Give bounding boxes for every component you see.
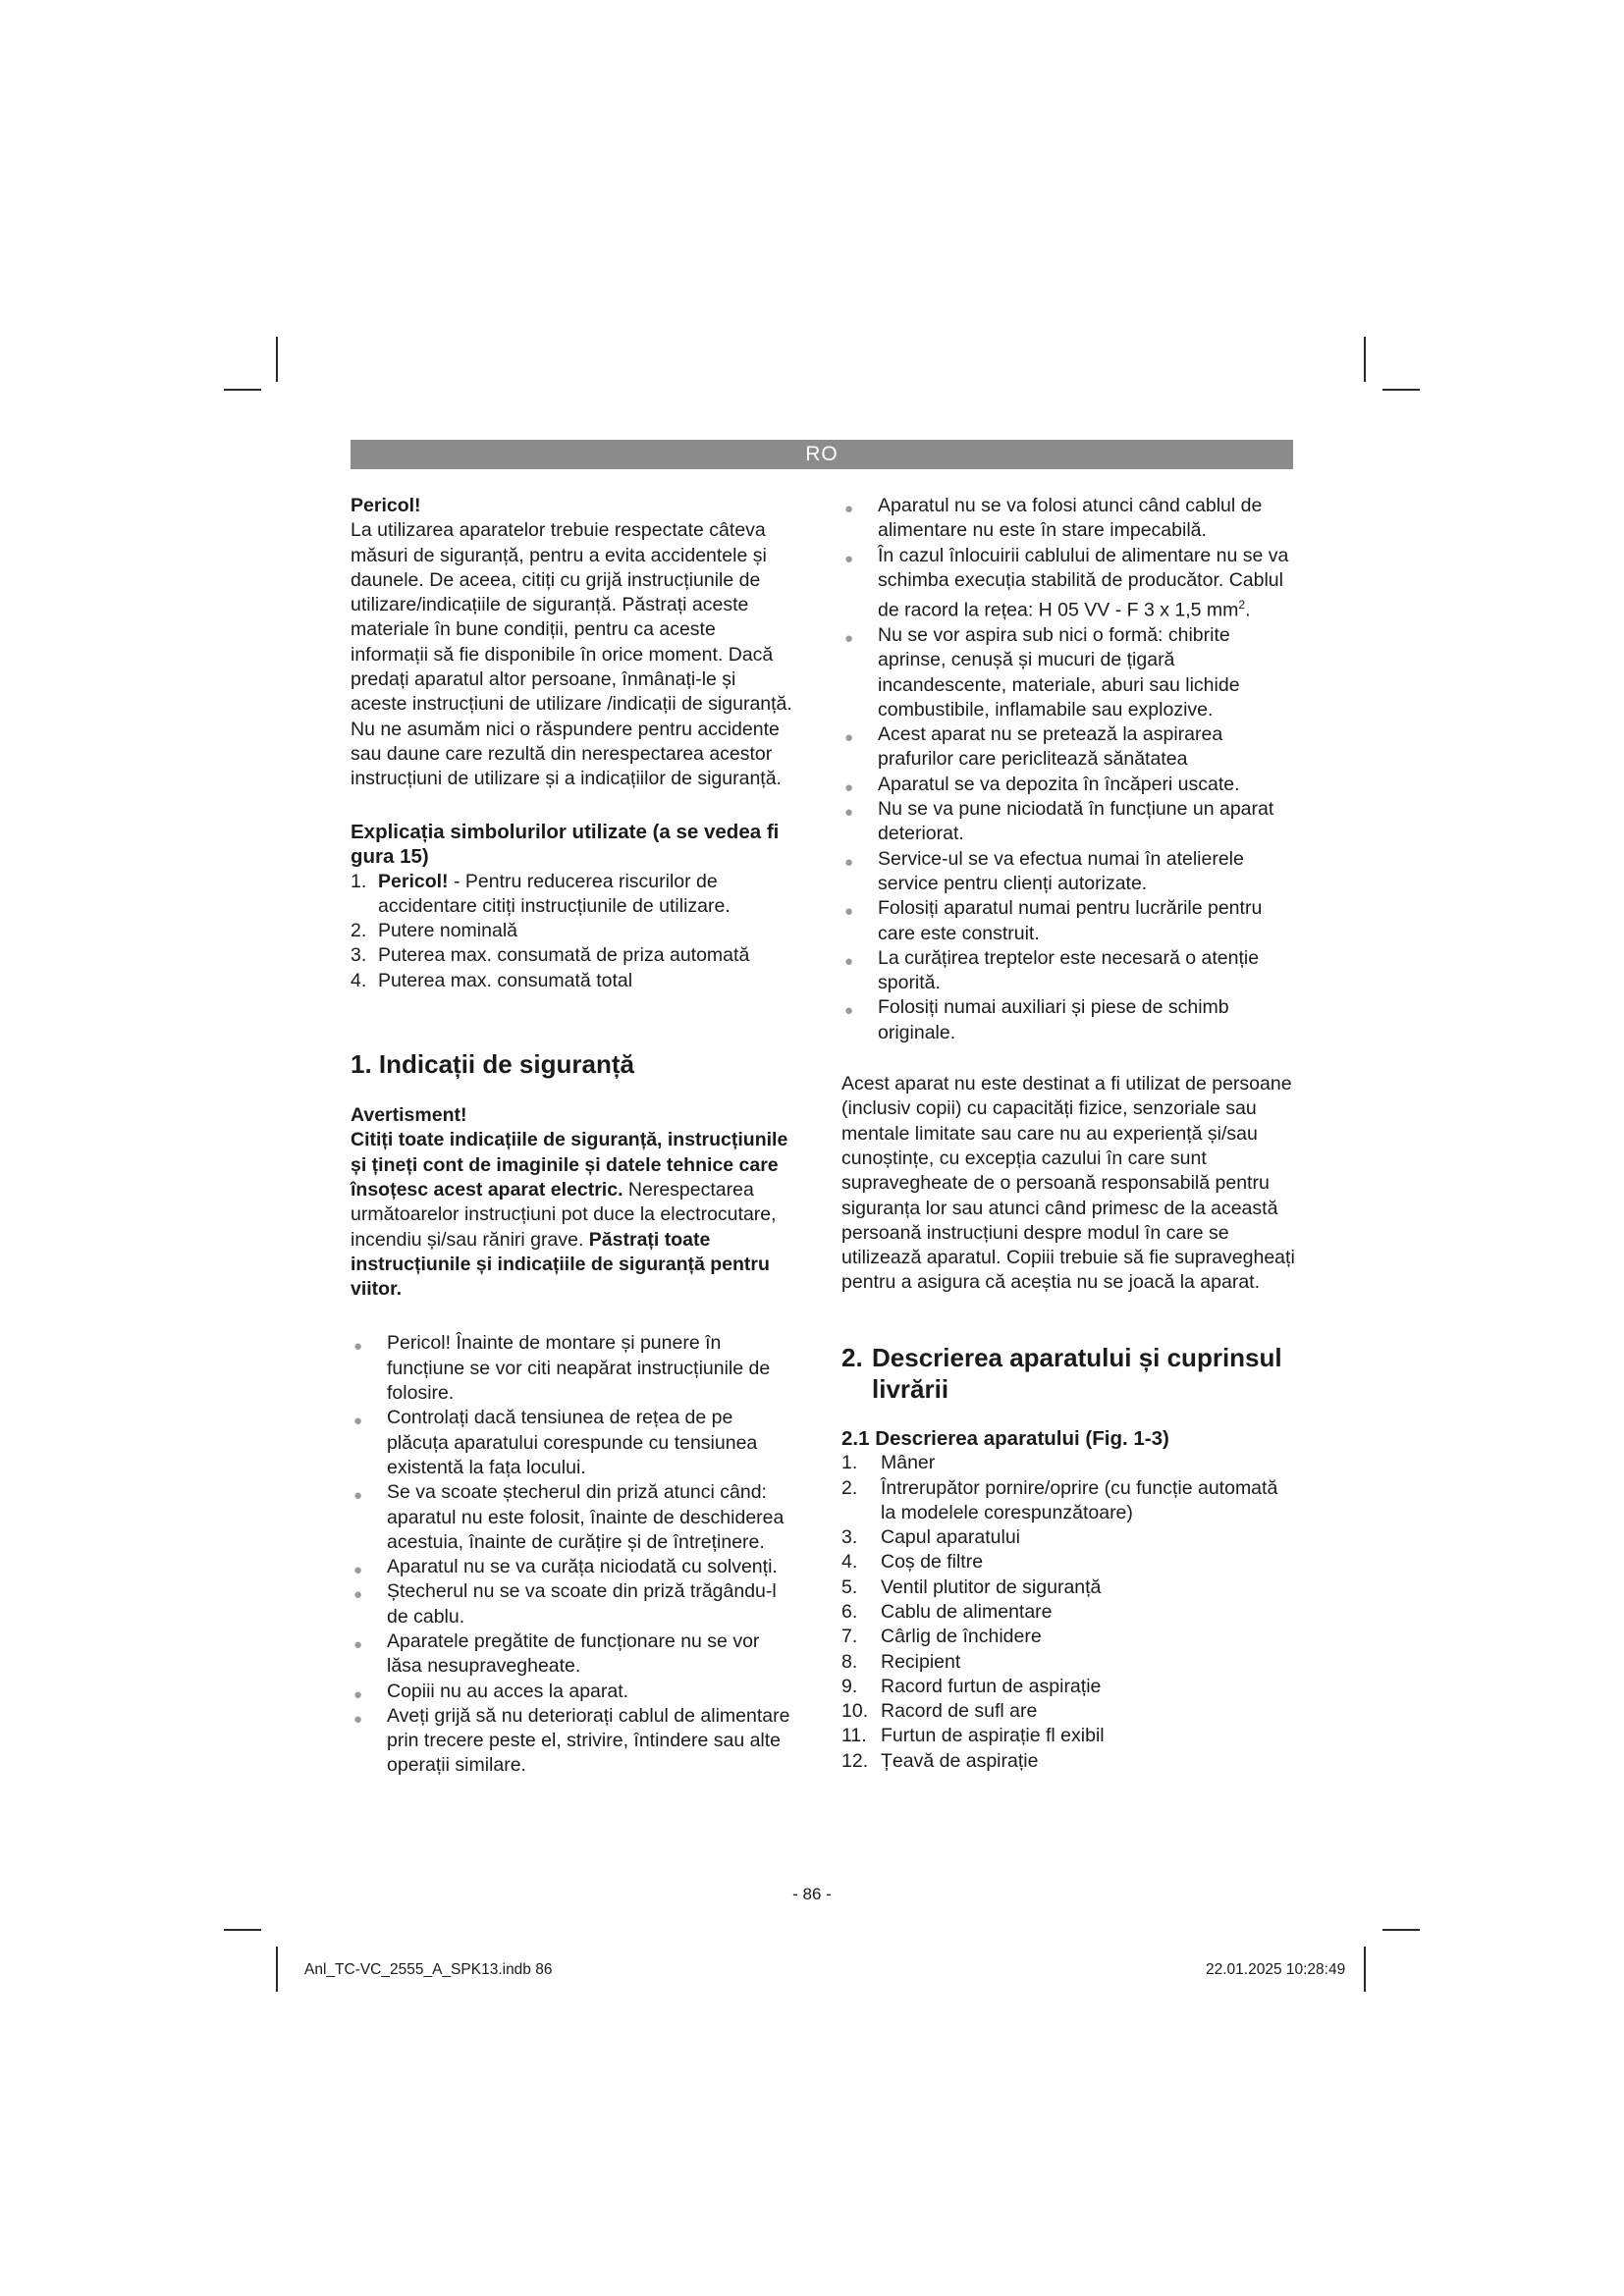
list-item bbox=[841, 722, 1296, 773]
part-item bbox=[841, 1650, 1296, 1675]
list-item bbox=[841, 946, 1296, 996]
symbol-text: Puterea max. consumată de priza automată bbox=[378, 944, 750, 967]
crop-mark bbox=[276, 1947, 278, 1992]
bullet-icon: ● bbox=[844, 952, 854, 970]
bullet-icon: ● bbox=[844, 804, 854, 822]
list-item bbox=[351, 1579, 797, 1629]
bullet-icon: ● bbox=[353, 1586, 363, 1604]
list-number: 3. bbox=[841, 1526, 858, 1549]
list-item bbox=[841, 797, 1296, 847]
bullet-icon: ● bbox=[844, 903, 854, 921]
bullet-icon: ● bbox=[353, 1562, 363, 1579]
list-number: 11. bbox=[841, 1725, 867, 1747]
footer-timestamp: 22.01.2025 10:28:49 bbox=[1206, 1961, 1346, 1978]
list-number: 1. bbox=[841, 1452, 858, 1474]
list-item-text: Folosiți numai auxiliari și piese de schimb originale. bbox=[878, 996, 1229, 1043]
crop-mark bbox=[224, 389, 261, 391]
warning-title: Avertisment! bbox=[351, 1104, 467, 1127]
bullet-icon: ● bbox=[844, 550, 854, 567]
list-number: 10. bbox=[841, 1700, 869, 1723]
part-item bbox=[841, 1675, 1296, 1699]
subsection-2-1-title: 2.1 Descrierea aparatului (Fig. 1-3) bbox=[841, 1426, 1169, 1450]
bullet-icon: ● bbox=[844, 629, 854, 647]
language-header-bar: RO bbox=[351, 440, 1293, 469]
part-name: Cablu de alimentare bbox=[881, 1600, 1053, 1623]
list-item-text: . bbox=[1245, 599, 1251, 621]
crop-mark bbox=[1364, 1947, 1366, 1992]
list-number: 3. bbox=[351, 944, 367, 967]
list-item-text: Pericol! Înainte de montare și punere în funcțiune se vor citi neapărat instrucțiunile de folosire. bbox=[387, 1332, 771, 1405]
list-item-text: Nu se vor aspira sub nici o formă: chibrite aprinse, cenușă și mucuri de țigară incandescente, materiale, aburi sau lichide combustibile, inflamabile sau explozive. bbox=[878, 623, 1240, 721]
list-item bbox=[351, 1680, 797, 1704]
part-name: Recipient bbox=[881, 1650, 961, 1673]
part-name: Întrerupător pornire/oprire (cu funcție automată la modelele corespunzătoare) bbox=[881, 1476, 1278, 1523]
crop-mark bbox=[224, 1929, 261, 1931]
right-column bbox=[841, 494, 1296, 1774]
part-name: Ventil plutitor de siguranță bbox=[881, 1575, 1102, 1598]
list-number: 2. bbox=[351, 920, 367, 942]
list-item-text: La curățirea treptelor este necesară o atenție sporită. bbox=[878, 946, 1260, 994]
bullet-icon: ● bbox=[353, 1338, 363, 1356]
crop-mark bbox=[1364, 337, 1366, 382]
part-item bbox=[841, 1625, 1296, 1649]
left-column bbox=[351, 494, 797, 1779]
list-item-text: Aparatul nu se va curăța niciodată cu solvenți. bbox=[387, 1556, 778, 1578]
bullet-icon: ● bbox=[353, 1635, 363, 1653]
bullet-icon: ● bbox=[353, 1487, 363, 1505]
list-item-text: Aparatul nu se va folosi atunci când cablul de alimentare nu este în stare impecabilă. bbox=[878, 495, 1263, 542]
list-item bbox=[351, 1331, 797, 1406]
list-item-text: Copiii nu au acces la aparat. bbox=[387, 1680, 629, 1702]
list-number: 4. bbox=[351, 969, 367, 991]
list-item-text: În cazul înlocuirii cablului de alimentare nu se va schimba execuția stabilită de producător. Cablul de racord la rețea: H 05 VV - F 3 x 1,5 mm bbox=[878, 544, 1289, 621]
part-name: Mâner bbox=[881, 1452, 936, 1474]
parts-list bbox=[841, 1451, 1296, 1774]
part-item bbox=[841, 1600, 1296, 1625]
bullet-icon: ● bbox=[844, 1002, 854, 1020]
safety-bullet-list-more bbox=[841, 623, 1296, 1045]
crop-mark bbox=[1382, 389, 1420, 391]
symbol-text: Putere nominală bbox=[378, 920, 518, 942]
list-item-text: Service-ul se va efectua numai în atelierele service pentru clienți autorizate. bbox=[878, 847, 1244, 894]
part-item bbox=[841, 1550, 1296, 1575]
list-item-text: Ștecherul nu se va scoate din priză trăgându-l de cablu. bbox=[387, 1580, 777, 1628]
part-item bbox=[841, 1575, 1296, 1600]
symbol-text: Puterea max. consumată total bbox=[378, 969, 633, 991]
symbols-list bbox=[351, 870, 797, 993]
list-number: 1. bbox=[351, 870, 367, 892]
list-item bbox=[351, 1629, 797, 1680]
part-item bbox=[841, 1451, 1296, 1475]
superscript: 2 bbox=[1238, 598, 1246, 613]
part-item bbox=[841, 1699, 1296, 1724]
list-item-text: Aveți grijă să nu deteriorați cablul de alimentare prin trecere peste el, strivire, întindere sau alte operații similare. bbox=[387, 1704, 790, 1777]
part-item bbox=[841, 1476, 1296, 1526]
section-2-number: 2. bbox=[841, 1342, 863, 1372]
warning-bold-keep: Păstrați toate instrucțiunile și indicațiile de siguranță pentru viitor. bbox=[351, 1228, 770, 1301]
part-name: Racord de sufl are bbox=[881, 1700, 1038, 1723]
children-notice: Acest aparat nu este destinat a fi utilizat de persoane (inclusiv copii) cu capacități fizice, senzoriale sau mentale limitate sau care nu au experiență și/sau cunoștințe, cu excepția cazului în care sunt supravegheate de o persoană responsabilă pentru siguranța lor sau atunci când primesc de la această persoană instrucțiuni despre modul în care se utilizează aparatul. Copiii trebuie să fie supravegheați pentru a asigura că aceștia nu se joacă la aparat. bbox=[841, 1073, 1295, 1294]
part-name: Racord furtun de aspirație bbox=[881, 1675, 1102, 1697]
list-number: 6. bbox=[841, 1600, 858, 1623]
part-name: Furtun de aspirație fl exibil bbox=[881, 1725, 1105, 1747]
list-number: 7. bbox=[841, 1626, 858, 1648]
list-item bbox=[351, 1704, 797, 1779]
warning-bold-intro: Citiți toate indicațiile de siguranță, instrucțiunile și țineți cont de imaginile și datele tehnice care însoțesc acest aparat electric. bbox=[351, 1129, 788, 1201]
warning-paragraph bbox=[351, 1128, 797, 1302]
symbols-title: Explicația simbolurilor utilizate (a se vedea fi gura 15) bbox=[351, 820, 780, 869]
bullet-icon: ● bbox=[844, 501, 854, 517]
list-item-text: Aparatul se va depozita în încăperi uscate. bbox=[878, 773, 1240, 795]
danger-title: Pericol! bbox=[351, 495, 421, 516]
part-item bbox=[841, 1724, 1296, 1748]
bullet-icon: ● bbox=[353, 1710, 363, 1728]
list-item bbox=[841, 544, 1296, 623]
symbol-item bbox=[351, 969, 797, 993]
bullet-icon: ● bbox=[353, 1685, 363, 1703]
list-item bbox=[841, 623, 1296, 722]
list-item-text: Folosiți aparatul numai pentru lucrările pentru care este construit. bbox=[878, 897, 1263, 944]
safety-bullet-list-continued bbox=[841, 494, 1296, 623]
bullet-icon: ● bbox=[844, 778, 854, 796]
list-item bbox=[841, 896, 1296, 946]
list-number: 2. bbox=[841, 1476, 858, 1499]
symbol-item bbox=[351, 919, 797, 943]
section-2-title bbox=[841, 1342, 1296, 1405]
page-number: - 86 - bbox=[792, 1885, 832, 1903]
list-number: 8. bbox=[841, 1650, 858, 1673]
list-item bbox=[841, 494, 1296, 544]
list-item bbox=[841, 995, 1296, 1045]
list-item-text: Aparatele pregătite de funcționare nu se vor lăsa nesupravegheate. bbox=[387, 1629, 760, 1678]
list-number: 5. bbox=[841, 1575, 858, 1598]
part-item bbox=[841, 1749, 1296, 1774]
list-item bbox=[841, 847, 1296, 897]
warning-text: Nerespectarea următoarelor instrucțiuni pot duce la electrocutare, incendiu și/sau răniri grave. bbox=[351, 1178, 777, 1251]
part-name: Coș de filtre bbox=[881, 1551, 984, 1574]
part-item bbox=[841, 1525, 1296, 1550]
symbol-text: - Pentru reducerea riscurilor de accidentare citiți instrucțiunile de utilizare. bbox=[378, 870, 731, 917]
list-number: 9. bbox=[841, 1675, 858, 1697]
list-item-text: Controlați dacă tensiunea de rețea de pe plăcuța aparatului corespunde cu tensiunea existentă la fața locului. bbox=[387, 1407, 758, 1478]
crop-mark bbox=[1382, 1929, 1420, 1931]
list-item-text: Nu se va pune niciodată în funcțiune un aparat deteriorat. bbox=[878, 798, 1274, 845]
list-item-text: Acest aparat nu se pretează la aspirarea prafurilor care periclitează sănătatea bbox=[878, 723, 1223, 771]
section-1-title: 1. Indicații de siguranță bbox=[351, 1049, 634, 1080]
bullet-icon: ● bbox=[844, 853, 854, 871]
list-number: 12. bbox=[841, 1749, 869, 1772]
bullet-icon: ● bbox=[844, 729, 854, 747]
list-item bbox=[351, 1555, 797, 1579]
symbol-item bbox=[351, 870, 797, 920]
symbol-bold-label: Pericol! bbox=[378, 870, 449, 892]
crop-mark bbox=[276, 337, 278, 382]
footer-file-name: Anl_TC-VC_2555_A_SPK13.indb 86 bbox=[304, 1961, 553, 1978]
part-name: Capul aparatului bbox=[881, 1526, 1021, 1549]
list-item-text: Se va scoate ștecherul din priză atunci când: aparatul nu este folosit, înainte de deschiderea acestuia, înainte de curățire și de întreținere. bbox=[387, 1481, 785, 1553]
list-item bbox=[351, 1406, 797, 1480]
symbol-item bbox=[351, 943, 797, 968]
list-number: 4. bbox=[841, 1551, 858, 1574]
danger-text: La utilizarea aparatelor trebuie respectate câteva măsuri de siguranță, pentru a evita accidentele și daunele. De aceea, citiți cu grijă instrucțiunile de utilizare/indicațiile de siguranță. Păstrați aceste materiale în bune condiții, pentru ca aceste informații să fie disponibile în orice moment. Dacă predați aparatul altor persoane, înmânați-le și aceste instrucțiuni de utilizare /indicații de siguranță. Nu ne asumăm nici o răspundere pentru accidente sau daune care rezultă din nerespectarea acestor instrucțiuni de utilizare și a indicațiilor de siguranță. bbox=[351, 519, 792, 790]
part-name: Țeavă de aspirație bbox=[881, 1749, 1039, 1772]
section-2-title-text: Descrierea aparatului și cuprinsul livrării bbox=[872, 1342, 1282, 1404]
part-name: Cârlig de închidere bbox=[881, 1626, 1042, 1648]
list-item bbox=[351, 1480, 797, 1555]
safety-bullet-list bbox=[351, 1331, 797, 1778]
bullet-icon: ● bbox=[353, 1413, 363, 1430]
list-item bbox=[841, 773, 1296, 797]
